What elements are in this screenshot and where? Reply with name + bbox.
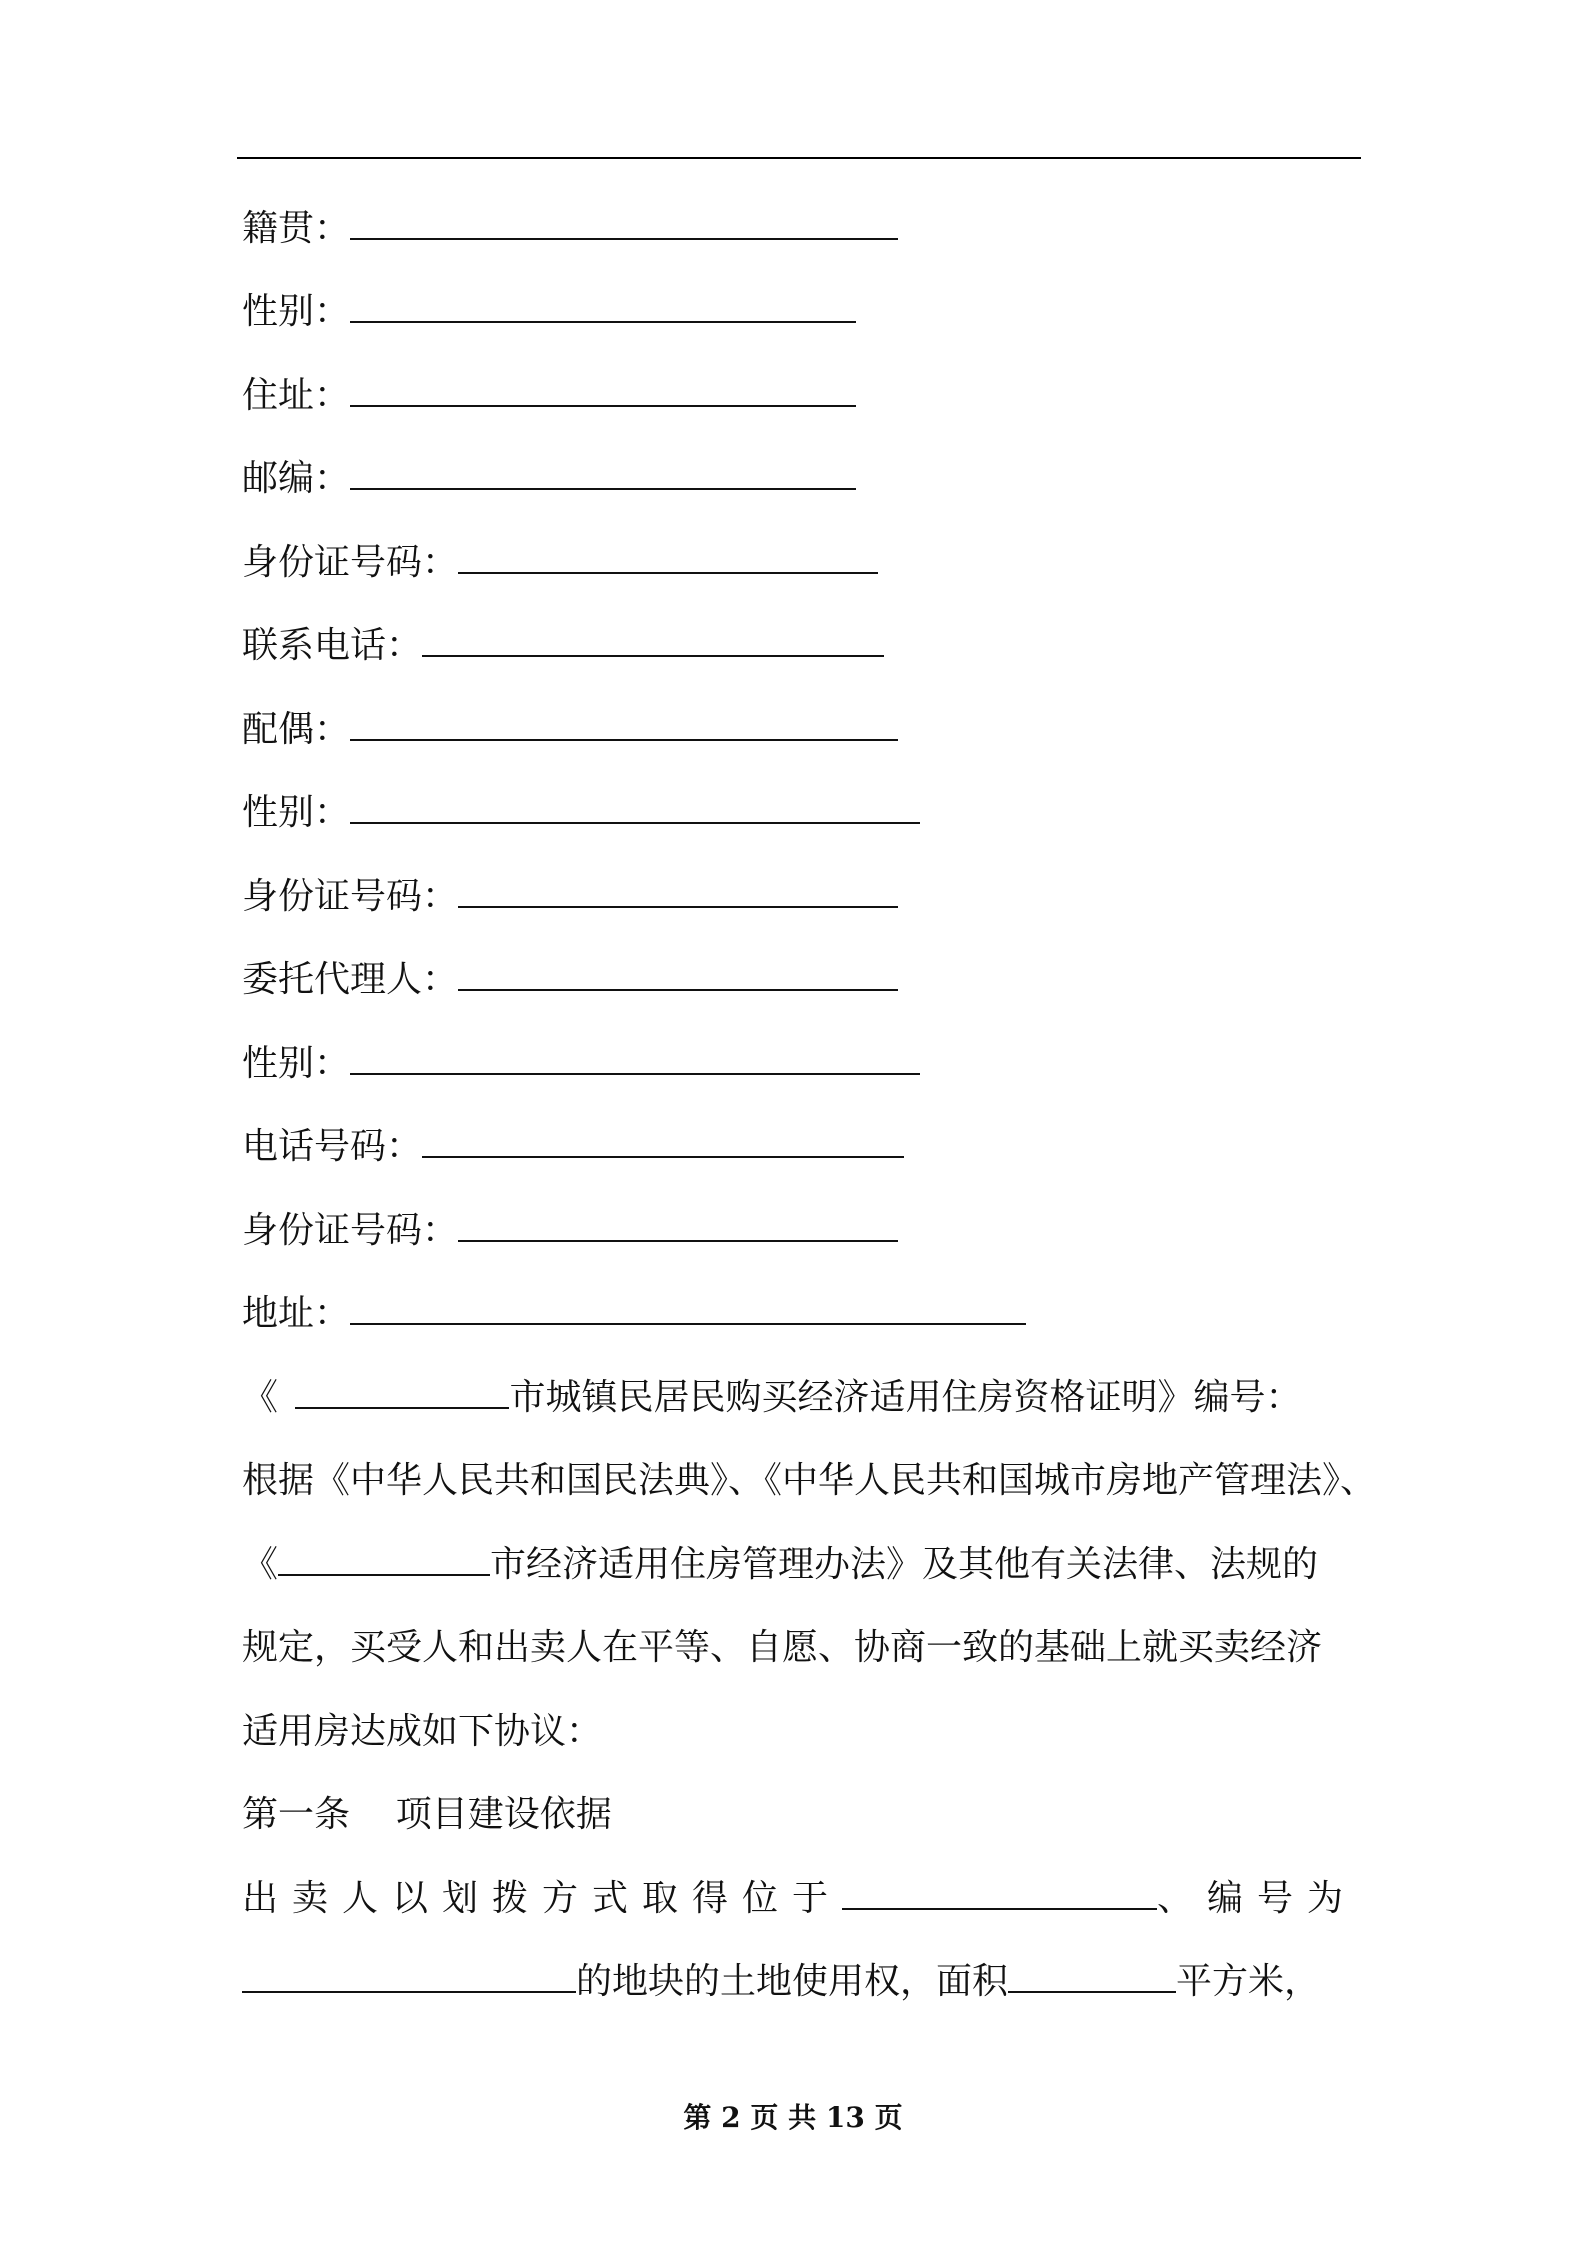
field-spouse bbox=[242, 706, 898, 754]
field-id-number bbox=[242, 539, 878, 587]
field-label: 性别： bbox=[242, 1043, 351, 1084]
article1-title: 第一条 项目建设依据 bbox=[242, 1794, 612, 1835]
field-native-place bbox=[242, 205, 898, 253]
para1-line4: 适用房达成如下协议： bbox=[242, 1711, 603, 1752]
field-agent-id-number bbox=[242, 1207, 898, 1255]
field-blank[interactable] bbox=[350, 1043, 920, 1075]
field-label: 地址： bbox=[242, 1293, 351, 1334]
field-label: 电话号码： bbox=[242, 1126, 423, 1167]
field-address bbox=[242, 372, 856, 420]
field-blank[interactable] bbox=[422, 1126, 904, 1158]
field-label: 身份证号码： bbox=[242, 542, 459, 583]
field-label: 邮编： bbox=[242, 458, 351, 499]
field-label: 住址： bbox=[242, 375, 351, 416]
article1-area-blank[interactable] bbox=[1008, 1961, 1176, 1993]
article1-line2 bbox=[242, 1958, 1320, 2006]
field-blank[interactable] bbox=[350, 375, 856, 407]
cert-open-bracket: 《 bbox=[242, 1377, 279, 1418]
field-contact-phone bbox=[242, 622, 884, 670]
field-agent-address bbox=[242, 1290, 1026, 1338]
field-blank[interactable] bbox=[458, 542, 878, 574]
article1-line1-text-b: 、编号为 bbox=[1156, 1878, 1357, 1919]
field-blank[interactable] bbox=[350, 458, 856, 490]
para1-line2-text: 市经济适用住房管理办法》及其他有关法律、法规的 bbox=[490, 1544, 1319, 1585]
field-agent bbox=[242, 956, 898, 1004]
field-agent-gender bbox=[242, 1040, 920, 1088]
page-footer: 第 2 页 共 13 页 bbox=[683, 2101, 903, 2134]
field-blank[interactable] bbox=[350, 709, 898, 741]
article1-plot-number-blank[interactable] bbox=[242, 1961, 576, 1993]
article1-line1 bbox=[242, 1875, 1357, 1923]
cert-text: 市城镇民居民购买经济适用住房资格证明》编号： bbox=[509, 1377, 1302, 1418]
field-label: 身份证号码： bbox=[242, 876, 459, 917]
field-postcode bbox=[242, 455, 856, 503]
field-blank[interactable] bbox=[422, 625, 884, 657]
field-label: 配偶： bbox=[242, 709, 351, 750]
field-label: 身份证号码： bbox=[242, 1210, 459, 1251]
field-blank[interactable] bbox=[458, 959, 898, 991]
field-label: 联系电话： bbox=[242, 625, 423, 666]
para1-city-blank[interactable] bbox=[278, 1544, 490, 1576]
field-spouse-id-number bbox=[242, 873, 898, 921]
field-label: 性别： bbox=[242, 792, 351, 833]
field-label: 性别： bbox=[242, 291, 351, 332]
field-agent-phone bbox=[242, 1123, 904, 1171]
field-label: 籍贯： bbox=[242, 208, 351, 249]
header-rule bbox=[237, 157, 1361, 159]
para1-line1: 根据《中华人民共和国民法典》、《中华人民共和国城市房地产管理法》、 bbox=[242, 1460, 1377, 1501]
field-gender bbox=[242, 288, 856, 336]
field-label: 委托代理人： bbox=[242, 959, 459, 1000]
field-blank[interactable] bbox=[350, 792, 920, 824]
cert-city-blank[interactable] bbox=[295, 1377, 509, 1409]
article1-line2-text-b: 平方米， bbox=[1176, 1961, 1321, 2002]
field-blank[interactable] bbox=[458, 1210, 898, 1242]
article1-line2-text-a: 的地块的土地使用权，面积 bbox=[576, 1961, 1009, 2002]
field-blank[interactable] bbox=[350, 291, 856, 323]
para1-open-bracket: 《 bbox=[242, 1544, 279, 1585]
field-blank[interactable] bbox=[458, 876, 898, 908]
field-spouse-gender bbox=[242, 789, 920, 837]
field-blank[interactable] bbox=[350, 1293, 1026, 1325]
certificate-line bbox=[242, 1374, 1301, 1422]
para1-line2 bbox=[242, 1541, 1318, 1589]
field-blank[interactable] bbox=[350, 208, 898, 240]
article1-location-blank[interactable] bbox=[842, 1878, 1157, 1910]
article1-line1-text-a: 出卖人以划拨方式取得位于 bbox=[242, 1878, 843, 1919]
para1-line3: 规定，买受人和出卖人在平等、自愿、协商一致的基础上就买卖经济 bbox=[242, 1627, 1323, 1668]
